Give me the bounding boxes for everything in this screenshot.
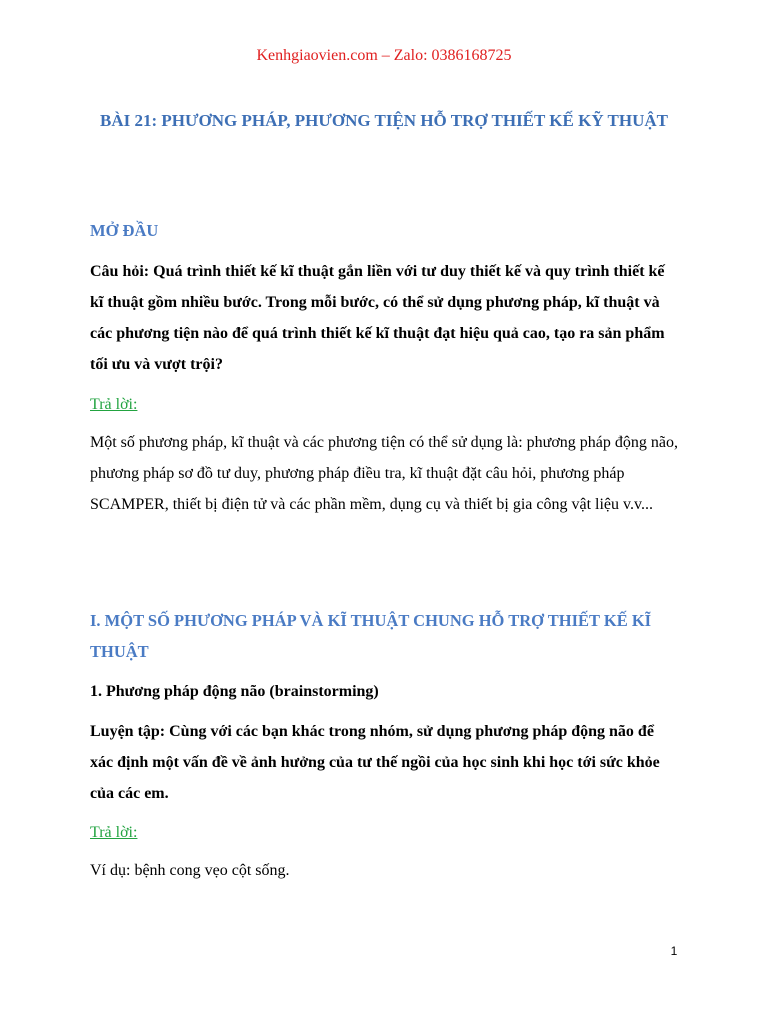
section1-practice: Luyện tập: Cùng với các bạn khác trong nhóm, sử dụng phương pháp động não để xác định một vấn đề về ảnh hưởng của tư thế ngồi của học sinh khi học tới sức khỏe của các em. — [90, 723, 660, 802]
intro-heading: MỞ ĐẦU — [90, 221, 159, 240]
section1-answer: Ví dụ: bệnh cong vẹo cột sống. — [90, 862, 290, 879]
intro-answer: Một số phương pháp, kĩ thuật và các phương tiện có thể sử dụng là: phương pháp động não, phương pháp sơ đồ tư duy, phương pháp điều tra, kĩ thuật đặt câu hỏi, phương pháp SCAMPER, thiết bị điện tử và các phần mềm, dụng cụ và thiết bị gia công vật liệu v.v... — [90, 434, 678, 513]
page-number: 1 — [670, 944, 678, 958]
section1-heading: I. MỘT SỐ PHƯƠNG PHÁP VÀ KĨ THUẬT CHUNG HỖ TRỢ THIẾT KẾ KĨ THUẬT — [90, 611, 652, 661]
lesson-title: BÀI 21: PHƯƠNG PHÁP, PHƯƠNG TIỆN HỖ TRỢ THIẾT KẾ KỸ THUẬT — [100, 111, 669, 130]
section1-answer-label: Trả lời: — [90, 824, 138, 841]
intro-question: Câu hỏi: Quá trình thiết kế kĩ thuật gắn liền với tư duy thiết kế và quy trình thiết kế kĩ thuật gồm nhiều bước. Trong mỗi bước, có thể sử dụng phương pháp, kĩ thuật và các phương tiện nào để quá trình thiết kế kĩ thuật đạt hiệu quả cao, tạo ra sản phẩm tối ưu và vượt trội? — [90, 263, 665, 373]
section1-subheading: 1. Phương pháp động não (brainstorming) — [90, 683, 379, 700]
page-header: Kenhgiaovien.com – Zalo: 0386168725 — [256, 47, 512, 64]
intro-answer-label: Trả lời: — [90, 396, 138, 413]
